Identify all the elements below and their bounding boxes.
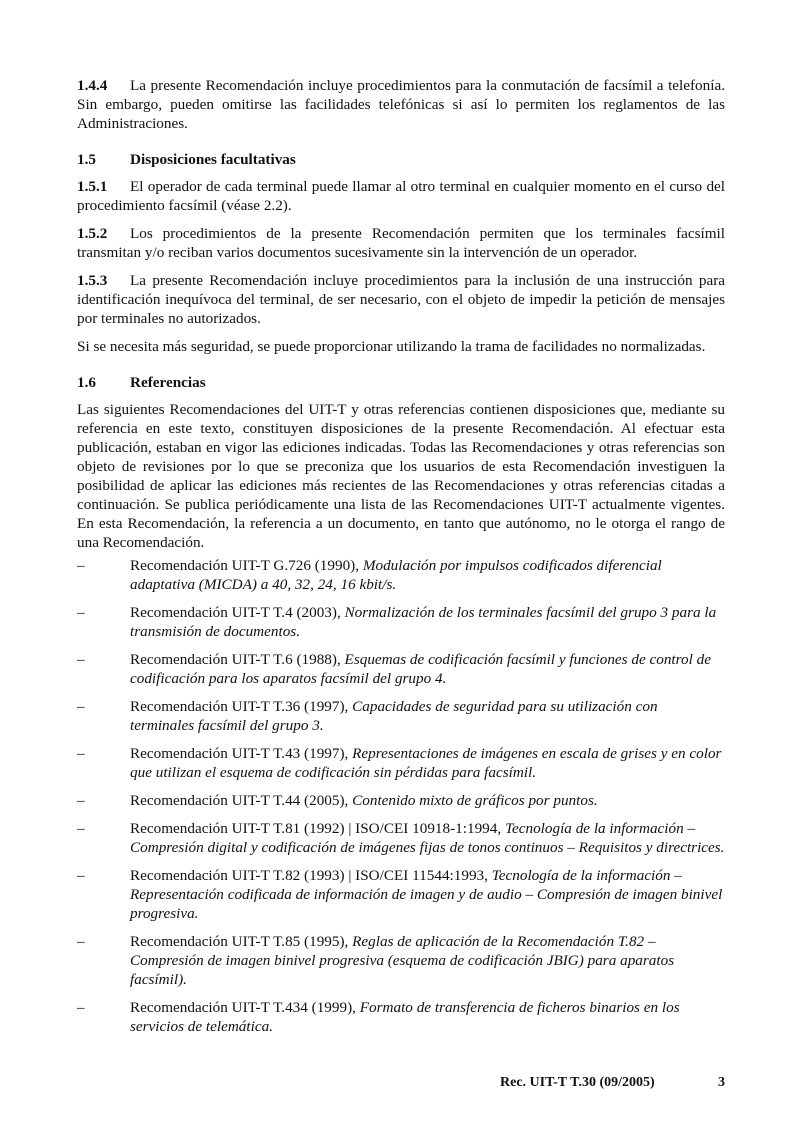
reference-citation: Recomendación UIT-T T.43 (1997), (130, 745, 353, 762)
reference-title: Reglas de aplicación de la Recomendación T.82 – Compresión de imagen binivel progresiva (esquema de codificación JBIG) para aparatos facsímil). (130, 933, 675, 988)
document-page (77, 76, 725, 1045)
section-heading-1-6 (77, 373, 725, 392)
clause-number: 1.4.4 (77, 77, 108, 94)
reference-citation: Recomendación UIT-T T.44 (2005), (130, 792, 353, 809)
reference-item (77, 998, 725, 1036)
reference-item (77, 697, 725, 735)
reference-item (77, 819, 725, 857)
reference-title: Normalización de los terminales facsímil del grupo 3 para la transmisión de documentos. (130, 604, 717, 640)
reference-title: Esquemas de codificación facsímil y funciones de control de codificación para los aparatos facsímil del grupo 4. (130, 651, 711, 687)
reference-title: Contenido mixto de gráficos por puntos. (352, 792, 598, 809)
section-number: 1.6 (77, 374, 96, 391)
reference-item (77, 866, 725, 923)
dash-bullet: – (77, 792, 85, 809)
clause-1-5-3 (77, 271, 725, 328)
reference-item (77, 603, 725, 641)
reference-item (77, 650, 725, 688)
reference-item (77, 932, 725, 989)
clause-1-5-2 (77, 224, 725, 262)
reference-citation: Recomendación UIT-T T.82 (1993) | ISO/CEI 11544:1993, (130, 867, 492, 884)
reference-title: Representaciones de imágenes en escala de grises y en color que utilizan el esquema de codificación sin pérdidas para facsímil. (130, 745, 722, 781)
section-heading-1-5 (77, 150, 725, 169)
reference-citation: Recomendación UIT-T G.726 (1990), (130, 557, 363, 574)
clause-number: 1.5.1 (77, 178, 108, 195)
section-title: Referencias (130, 374, 206, 391)
reference-citation: Recomendación UIT-T T.434 (1999), (130, 999, 360, 1016)
dash-bullet: – (77, 820, 85, 837)
clause-number: 1.5.3 (77, 272, 108, 289)
reference-citation: Recomendación UIT-T T.81 (1992) | ISO/CEI 10918-1:1994, (130, 820, 505, 837)
reference-citation: Recomendación UIT-T T.6 (1988), (130, 651, 345, 668)
clause-number: 1.5.2 (77, 225, 108, 242)
dash-bullet: – (77, 698, 85, 715)
dash-bullet: – (77, 651, 85, 668)
reference-item (77, 556, 725, 594)
clause-1-4-4 (77, 76, 725, 133)
page-footer (500, 1075, 725, 1091)
reference-list (77, 556, 725, 1036)
dash-bullet: – (77, 745, 85, 762)
reference-title: Tecnología de la información – Compresión digital y codificación de imágenes fijas de tonos continuos – Requisitos y directrices. (130, 820, 725, 856)
reference-item (77, 791, 725, 810)
clause-text: La presente Recomendación incluye procedimientos para la inclusión de una instrucción para identificación inequívoca del terminal, de ser necesario, con el objeto de impedir la petición de mensajes por terminales no autorizados. (77, 272, 725, 327)
clause-1-5-3-extra: Si se necesita más seguridad, se puede proporcionar utilizando la trama de facilidades no normalizadas. (77, 338, 706, 355)
clause-text: Los procedimientos de la presente Recomendación permiten que los terminales facsímil transmitan y/o reciban varios documentos sucesivamente sin la intervención de un operador. (77, 225, 725, 261)
dash-bullet: – (77, 604, 85, 621)
page-number: 3 (718, 1075, 725, 1090)
references-intro: Las siguientes Recomendaciones del UIT-T y otras referencias contienen disposiciones que, mediante su referencia en este texto, constituyen disposiciones de la presente Recomendación. Al efectuar esta publicación, estaban en vigor las ediciones indicadas. Todas las Recomendaciones y otras referencias son objeto de revisiones por lo que se preconiza que los usuarios de esta Recomendación investiguen la posibilidad de aplicar las ediciones más recientes de las Recomendaciones y otras referencias citadas a continuación. Se publica periódicamente una lista de las Recomendaciones UIT-T actualmente vigentes. En esta Recomendación, la referencia a un documento, en tanto que autónomo, no le otorga el rango de una Recomendación. (77, 401, 725, 551)
clause-1-5-1 (77, 177, 725, 215)
reference-title: Tecnología de la información – Representación codificada de información de imagen y de audio – Compresión de imagen binivel progresiva. (130, 867, 723, 922)
reference-item (77, 744, 725, 782)
dash-bullet: – (77, 999, 85, 1016)
dash-bullet: – (77, 933, 85, 950)
section-title: Disposiciones facultativas (130, 151, 296, 168)
reference-citation: Recomendación UIT-T T.36 (1997), (130, 698, 353, 715)
section-number: 1.5 (77, 151, 96, 168)
reference-citation: Recomendación UIT-T T.4 (2003), (130, 604, 345, 621)
reference-title: Capacidades de seguridad para su utilización con terminales facsímil del grupo 3. (130, 698, 658, 734)
dash-bullet: – (77, 867, 85, 884)
dash-bullet: – (77, 557, 85, 574)
clause-text: El operador de cada terminal puede llamar al otro terminal en cualquier momento en el curso del procedimiento facsímil (véase 2.2). (77, 178, 725, 214)
reference-title: Formato de transferencia de ficheros binarios en los servicios de telemática. (130, 999, 680, 1035)
footer-document-id: Rec. UIT-T T.30 (09/2005) (500, 1075, 655, 1090)
clause-text: La presente Recomendación incluye procedimientos para la conmutación de facsímil a telefonía. Sin embargo, pueden omitirse las facilidades telefónicas si así lo permiten los reglamentos de las Administraciones. (77, 77, 725, 132)
reference-citation: Recomendación UIT-T T.85 (1995), (130, 933, 353, 950)
reference-title: Modulación por impulsos codificados diferencial adaptativa (MICDA) a 40, 32, 24, 16 kbit/s. (130, 557, 662, 593)
